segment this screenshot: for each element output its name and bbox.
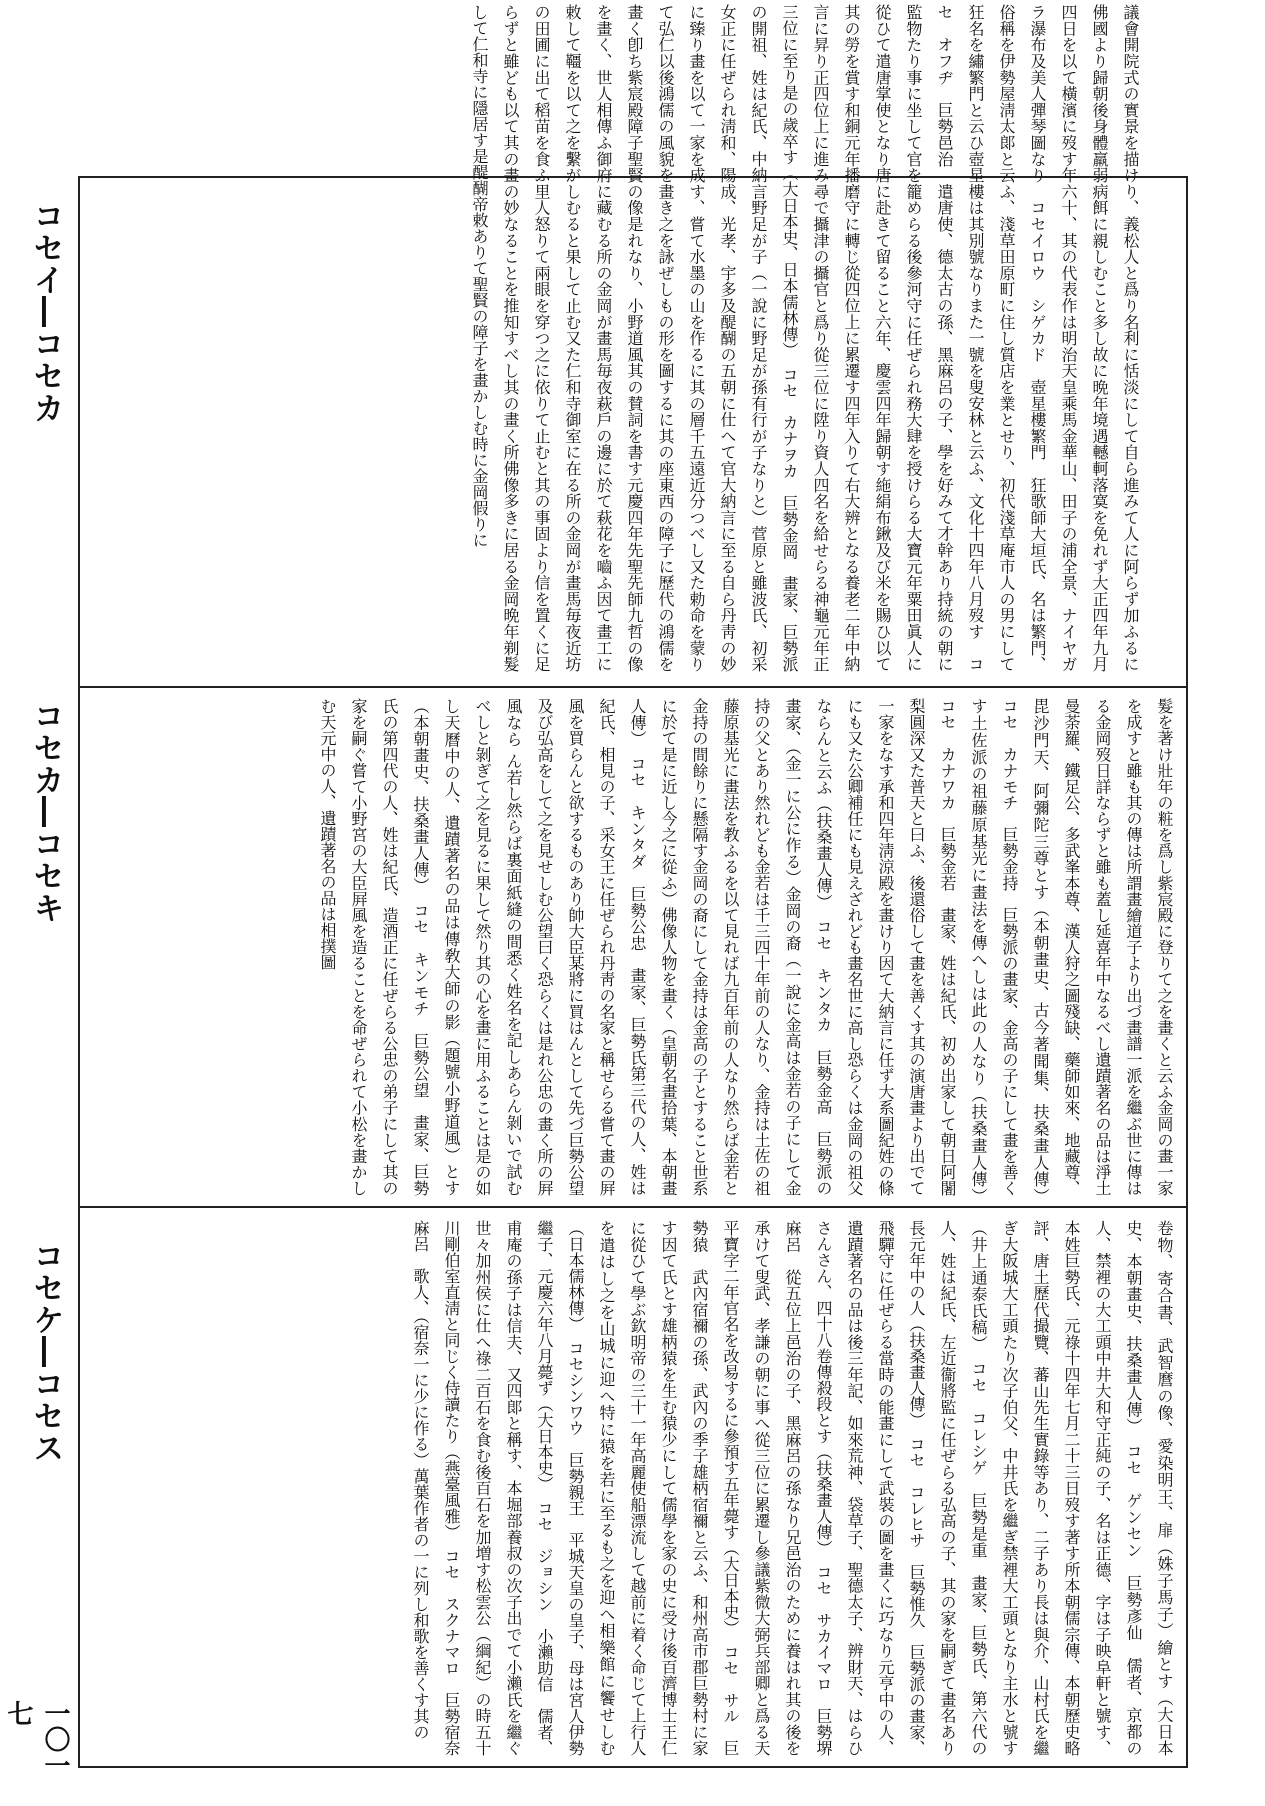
page-number: 一〇一七 (3, 1700, 70, 1778)
running-head-lower: コセケ―コセス (27, 1240, 64, 1464)
tier-divider-upper (80, 686, 1186, 688)
running-head-upper: コセイ―コセカ (27, 200, 64, 424)
upper-tier-body: 議會開院式の實景を描けり、義松人と爲り名利に恬淡にして自ら進みて人に阿らず加ふるに佛國より歸朝後身體羸弱病餌に親しむこと多し故に晩年境遇轗軻落寞を免れず大正四年九月四日を以て橫濱に歿す年六十、其の代表作は明治天皇乘馬金華山、田子の浦全景、ナイヤガラ瀑布及美人彈琴圖なり コセイロウ シゲカド 壺星樓繁門 狂歌師大垣氏、名は繁門、俗稱を伊勢屋淸太郞と云ふ、淺草田原町に住し質店を業とせり、初代淺草庵市人の男にして狂名を繡繁門と云ひ壺星樓は其別號なりまた一號を叟安林と云ふ、文化十四年八月歿す コセ オフヂ 巨勢邑治 遣唐使、德太古の孫、黑麻呂の子、學を好みて才幹あり持統の朝に監物たり事に坐して官を籠めらる後參河守に任ぜられ務大肆を授けらる大寶元年粟田眞人に從ひて遣唐掌使となり唐に赴きて留ること六年、慶雲四年歸朝す絁絹布鍬及び米を賜ひ以て其の勞を賞す和銅元年播磨守に轉じ從四位上に累遷す四年入りて右大辨となる養老二年中納言に昇り正四位上に進み尋で攝津の攝官と爲り從三位に陞り資人四名を給せらる神龜元年正三位に至り是の歲卒す（大日本史、日本儒林傳） コセ カナヲカ 巨勢金岡 畫家、巨勢派の開祖、姓は紀氏、中納言野足が子（一說に野足が孫有行が子なりと）菅原と雖波氏、初采女正に任ぜられ淸和、陽成、光孝、宇多及醍醐の五朝に仕へて官大納言に至る自ら丹靑の妙に臻り畫を以て一家を成す、嘗て水墨の山を作るに其の層千五遠近分つべし又た勅命を蒙りて弘仁以後鴻儒の風貌を畫き之を詠ぜしもの形を圖するに其の座東西の障子に歷代の鴻儒を畫く卽ち紫宸殿障子聖賢の像是れなり、小野道風其の賛詞を書す元慶四年先聖先師九哲の像を畫く、世人相傳ふ御府に藏むる所の金岡が畫馬毎夜萩戶の邊に於て萩花を嚙ふ因て畫工に敕して韁を以て之を繫がしむると果して止む又た仁和寺御室に在る所の金岡が畫馬毎夜近坊の田圃に出て稻苗を食ふ里人怒りて兩眼を穿つ之に依りて止むと其の事固より信を置くに足らずと雖ども以て其の畫の妙なることを推知すべし其の畫く所佛像多きに居る金岡晩年剃髮して仁和寺に隱居す是醍醐帝敕ありて聖賢の障子を畫かしむ時に金岡假りに (470, 4, 1140, 672)
tier-divider-lower (80, 1206, 1186, 1208)
middle-tier-text (100, 698, 1180, 1212)
lower-tier-body: 卷物、寄合書、武智麿の像、愛染明王、扉（姝子馬子）繪とす（大日本史、本朝畫史、扶桑畫人傳） コセ ゲンセン 巨勢彥仙 儒者、京都の人、禁裡の大工頭中井大和守正純の子、名は正德、字は子映阜軒と號す、本姓巨勢氏、元祿十四年七月二十三日歿す著す所本朝儒宗傳、本朝歷史略評、唐土歷代撮覽、蕃山先生實錄等あり、二子あり長は與介、山村氏を繼ぎ大阪城大工頭たり次子伯父、中井氏を繼ぎ禁裡大工頭となり主水と號す（井上通泰氏稿） コセ コレシゲ 巨勢是重 畫家、巨勢氏、第六代の人、姓は紀氏、左近衞將監に任ぜらる弘高の子、其の家を嗣ぎて畫名あり長元年中の人（扶桑畫人傳） コセ コレヒサ 巨勢惟久 巨勢派の畫家、飛驒守に任ぜらる當時の能畫にして武裝の圖を畫くに巧なり元亨中の人、遺蹟著名の品は後三年記、如來荒神、袋草子、聖德太子、辨財天、はらひさんさん、四十八卷傳殺段とす（扶桑畫人傳） コセ サカイマロ 巨勢堺麻呂 從五位上邑治の子、黑麻呂の孫なり兄邑治のために養はれ其の後を承けて叟武、孝謙の朝に事へ從三位に累遷し參議紫微大弼兵部卿と爲る天平寶字二年官名を改易するに參預す五年薨す（大日本史） コセ サル 巨勢猿 武內宿禰の孫、武內の季子雄柄宿禰と云ふ、和州高市郡巨勢村に家す因て氏とす雄柄猿を生む猿少にして儒學を家の史に受け後百濟博士王仁に從ひて學ぶ欽明帝の三十一年高麗使船漂流して越前に着く命じて上行人を遣はし之を山城に迎へ特に猿を若に至るも之を迎へ相樂館に饗せしむ（日本儒林傳） コセシンワウ 巨勢親王 平城天皇の皇子、母は宮人伊勢繼子、元慶六年八月薨ず（大日本史） コセ ジョシン 小瀨助信 儒者、甫庵の孫子は信夫、又四郞と稱す、本堀部養叔の次子出でて小瀨氏を繼ぐ世々加州侯に仕へ祿二百石を食む後百石を加増す松雲公（綱紀）の時五十川剛伯室直淸と同じく侍讀たり（燕臺風雅） コセ スクナマロ 巨勢宿奈麻呂 歌人、（宿奈一に少に作る）萬葉作者の一に列し和歌を善くす其の (411, 1220, 1174, 1756)
running-head-middle: コセカ―コセキ (27, 700, 64, 924)
middle-tier-body: 髮を著け壯年の粧を爲し紫宸殿に登りて之を畫くと云ふ金岡の畫一家を成すと雖も其の傳は所謂畫繪道子より出づ畫譜一派を繼ぶ世に傳はる金岡歿日詳ならずと雖も蓋し延喜年中なるべし遺蹟著名の品は淨土曼荼羅、鐵足公、多武峯本尊、漢人狩之圖殘缺、藥師如來、地藏尊、毘沙門天、阿彌陀三尊とす（本朝畫史、古今著聞集、扶桑畫人傳） コセ カナモチ 巨勢金持 巨勢派の畫家、金高の子にして畫を善くす土佐派の祖藤原基光に畫法を傳へしは此の人なり（扶桑畫人傳） コセ カナワカ 巨勢金若 畫家、姓は紀氏、初め出家して朝日阿闍梨圓深又た普天と曰ふ、後還俗して畫を善くす其の演唐畫より出でて一家をなす承和四年淸涼殿を畫けり因て大納言に任ず大系圖紀姓の條にも又た公卿補任にも見えざれども畫名世に高し恐らくは金岡の祖父ならんと云ふ（扶桑畫人傳） コセ キンタカ 巨勢金高 巨勢派の畫家、（金一に公に作る）金岡の裔（一說に金高は金若の子にして金持の父とあり然れども金若は千三四十年前の人なり、金持は土佐の祖藤原基光に畫法を教ふるを以て見れば九百年前の人なり然らば金若と金持の間餘りに懸隔す金岡の裔にして金持は金高の子とすること世系に於て是に近し今之に從ふ）佛像人物を畫く（皇朝名畫拾葉、本朝畫人傳） コセ キンタダ 巨勢公忠 畫家、巨勢氏第三代の人、姓は紀氏、相見の子、采女王に任ぜられ丹靑の名家と稱せらる嘗て畫の屛風を買らんと欲するものあり帥大臣某將に買はんとして先づ巨勢公望及び弘高をして之を見せしむ公望曰く恐らくは是れ公忠の畫く所の屛風なら ん若し然らば裏面紙縫の間悉く姓名を記しあらん剝いで試むべしと剝ぎて之を見るに果して然り其の心を畫に用ふることは是の如し天曆中の人、遺蹟著名の品は傳敎大師の影（題號小野道風）とす（本朝畫史、扶桑畫人傳） コセ キンモチ 巨勢公望 畫家、巨勢氏の第四代の人、姓は紀氏、造酒正に任ぜらる公忠の弟子にして其の家を嗣ぐ嘗て小野宮の大臣屛風を造ることを命ぜられて小松を畫かしむ天元中の人、遺蹟著名の品は相撲圖 (318, 698, 1174, 1212)
lower-tier-text (100, 1220, 1180, 1756)
upper-tier-text (92, 4, 1146, 672)
